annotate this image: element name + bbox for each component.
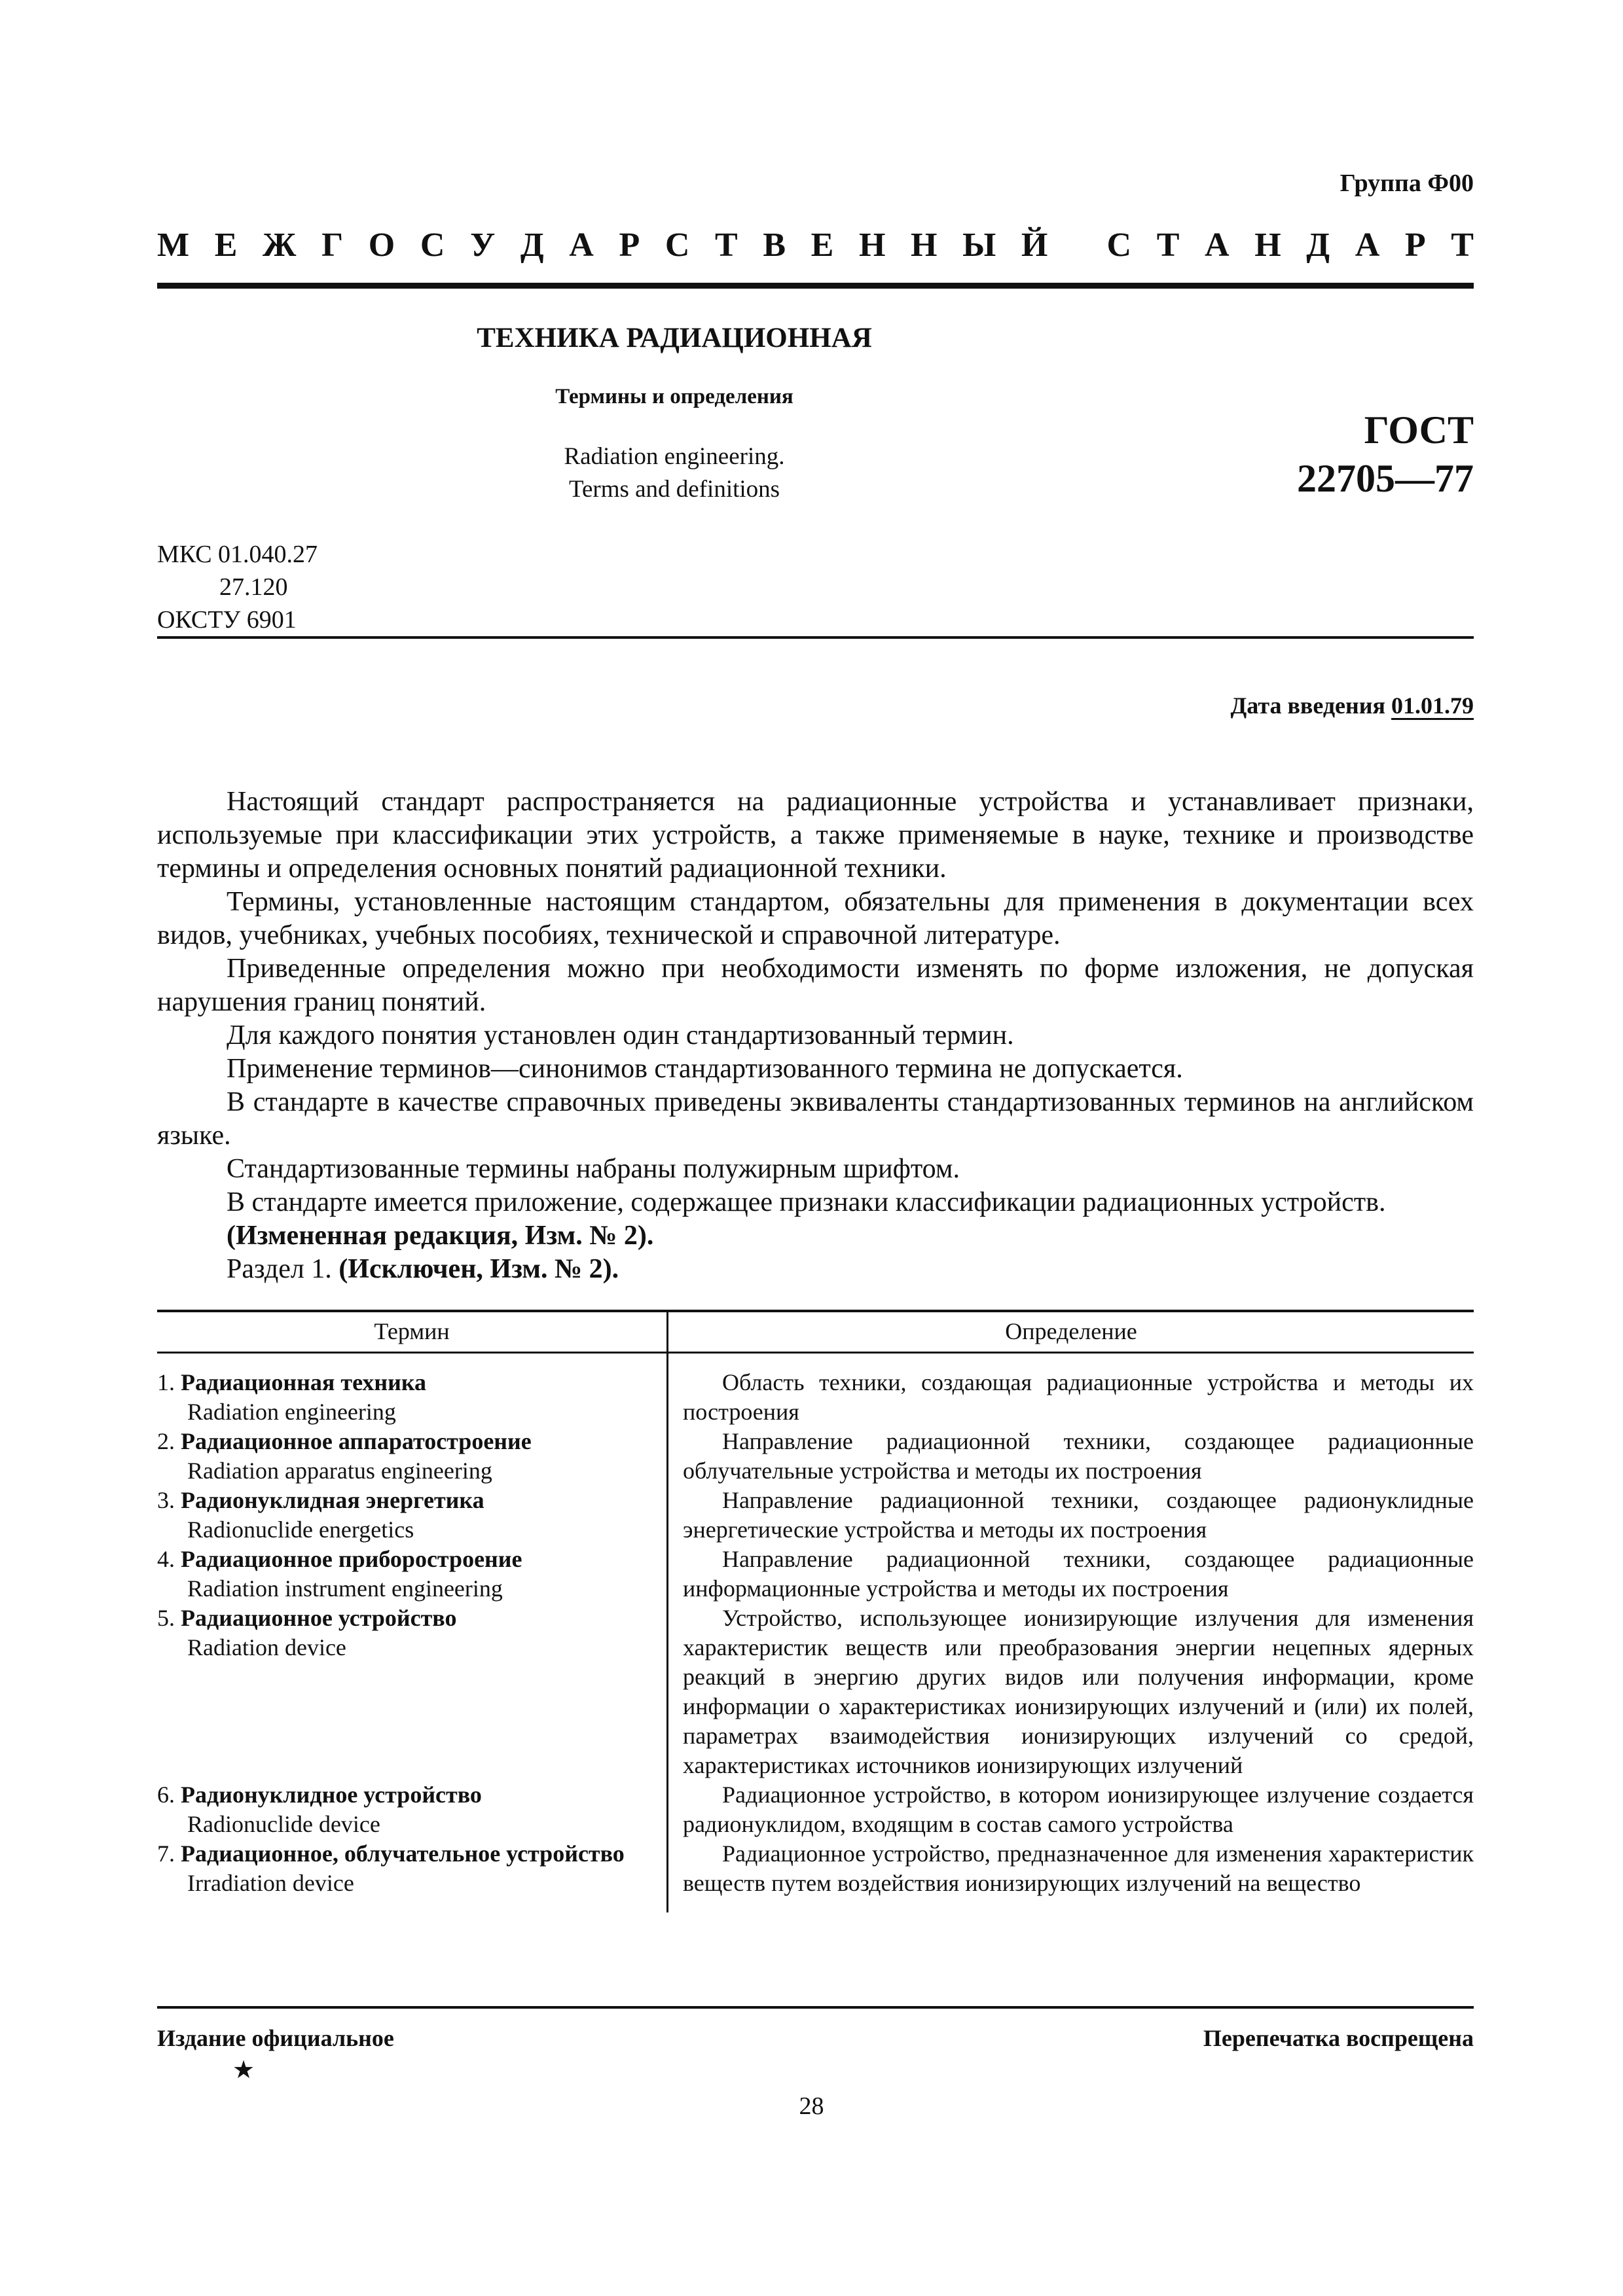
column-header-term: Термин xyxy=(157,1311,668,1353)
definition-cell xyxy=(668,1604,1474,1780)
term-ru-text: Радионуклидное устройство xyxy=(181,1782,482,1808)
paragraph: Приведенные определения можно при необходимости изменять по форме изложения, не допуская нарушения границ понятий. xyxy=(157,954,1474,1017)
terms-table xyxy=(157,1311,1474,1912)
table-row xyxy=(157,1780,1474,1839)
star-icon: ★ xyxy=(232,2056,255,2084)
term-ru xyxy=(157,1486,666,1515)
banner-letter: Н xyxy=(858,226,886,264)
term-number: 5. xyxy=(157,1605,175,1631)
definition-cell xyxy=(668,1427,1474,1486)
official-edition-label: Издание официальное xyxy=(157,2025,394,2051)
definition-text: Устройство, использующее ионизирующие излучения для изменения характеристик веществ или преобразования энергии нецепных ядерных реакций в энергию других видов или получения информации, кроме информации о характеристиках ионизирующих излучений и (или) их полей, параметрах взаимодействия ионизирующих излучений со средой, характеристиках источников ионизирующих излучений xyxy=(683,1605,1474,1778)
definition-text: Направление радиационной техники, создающее радионуклидные энергетические устройства и методы их построения xyxy=(683,1487,1474,1543)
table-row xyxy=(157,1427,1474,1486)
banner-letter: У xyxy=(470,226,496,264)
banner-letter: М xyxy=(157,226,190,264)
paragraph: Применение терминов—синонимов стандартизованного термина не допускается. xyxy=(227,1054,1183,1084)
term-number: 1. xyxy=(157,1369,175,1395)
paragraph: Для каждого понятия установлен один стандартизованный термин. xyxy=(227,1020,1014,1050)
term-ru xyxy=(157,1780,666,1810)
banner-letter: Е xyxy=(214,226,238,264)
term-ru-text: Радиационная техника xyxy=(181,1369,427,1395)
standard-banner xyxy=(157,226,1474,264)
term-ru-text: Радиационное устройство xyxy=(181,1605,457,1631)
term-ru-text: Радиационное аппаратостроение xyxy=(181,1428,532,1454)
term-cell xyxy=(157,1427,668,1486)
term-cell xyxy=(157,1353,668,1427)
definition-text: Область техники, создающая радиационные устройства и методы их построения xyxy=(683,1369,1474,1425)
oksty-code: ОКСТУ 6901 xyxy=(157,606,297,634)
banner-letter: С xyxy=(665,226,690,264)
intro-date-value: 01.01.79 xyxy=(1391,692,1474,719)
term-number: 7. xyxy=(157,1840,175,1867)
definition-cell xyxy=(668,1839,1474,1912)
document-title-en xyxy=(471,440,877,506)
term-en: Radiation apparatus engineering xyxy=(187,1458,492,1484)
banner-letter: А xyxy=(1205,226,1230,264)
term-cell xyxy=(157,1604,668,1780)
definition-text: Направление радиационной техники, создающее радиационные информационные устройства и методы их построения xyxy=(683,1546,1474,1602)
introduction-text xyxy=(157,785,1474,1286)
banner-gap xyxy=(1073,226,1082,264)
document-title: ТЕХНИКА РАДИАЦИОННАЯ xyxy=(477,323,872,353)
term-number: 3. xyxy=(157,1487,175,1513)
term-en: Radiation device xyxy=(187,1634,346,1660)
header-rule xyxy=(157,283,1474,289)
banner-letter: Н xyxy=(911,226,938,264)
term-number: 2. xyxy=(157,1428,175,1454)
definition-cell xyxy=(668,1545,1474,1604)
banner-letter: Т xyxy=(1451,226,1474,264)
term-ru xyxy=(157,1545,666,1574)
mks-code: МКС 01.040.27 xyxy=(157,541,318,568)
term-ru-text: Радиационное приборостроение xyxy=(181,1546,522,1572)
title-en-line: Radiation engineering. xyxy=(564,443,785,470)
table-row xyxy=(157,1604,1474,1780)
table-row xyxy=(157,1545,1474,1604)
definition-cell xyxy=(668,1780,1474,1839)
term-number: 6. xyxy=(157,1782,175,1808)
intro-date xyxy=(1231,692,1474,719)
banner-letter: Д xyxy=(1306,226,1330,264)
change-note: (Измененная редакция, Изм. № 2). xyxy=(227,1221,654,1251)
reprint-prohibited-label: Перепечатка воспрещена xyxy=(1203,2025,1474,2051)
intro-date-label: Дата введения xyxy=(1230,692,1385,719)
table-row xyxy=(157,1839,1474,1912)
classification-rule xyxy=(157,636,1474,639)
paragraph: Стандартизованные термины набраны полужирным шрифтом. xyxy=(227,1154,960,1184)
paragraph: В стандарте в качестве справочных приведены эквиваленты стандартизованных терминов на английском языке. xyxy=(157,1087,1474,1151)
term-en: Radionuclide device xyxy=(187,1811,380,1837)
group-label: Группа Ф00 xyxy=(1340,170,1474,197)
mks-code-2: 27.120 xyxy=(157,573,288,601)
banner-letter: Р xyxy=(1404,226,1426,264)
paragraph: В стандарте имеется приложение, содержащее признаки классификации радиационных устройств. xyxy=(227,1187,1386,1217)
term-ru xyxy=(157,1427,666,1456)
banner-letter: Н xyxy=(1254,226,1281,264)
banner-letter: С xyxy=(1106,226,1132,264)
footer-rule xyxy=(157,2006,1474,2009)
page-number: 28 xyxy=(799,2092,824,2120)
section-note-bold: (Исключен, Изм. № 2). xyxy=(338,1254,619,1284)
term-cell xyxy=(157,1486,668,1545)
term-en: Radiation engineering xyxy=(187,1399,396,1425)
banner-letter: В xyxy=(763,226,786,264)
document-subtitle: Термины и определения xyxy=(555,385,793,408)
paragraph: Настоящий стандарт распространяется на радиационные устройства и устанавливает признаки, используемые при классификации этих устройств, а также применяемые в науке, технике и производстве термины и определения основных понятий радиационной техники. xyxy=(157,787,1474,884)
section-note-prefix: Раздел 1. xyxy=(227,1254,332,1284)
banner-letter: Р xyxy=(619,226,640,264)
gost-label: ГОСТ xyxy=(1364,408,1474,452)
gost-number: 22705—77 xyxy=(1297,457,1474,500)
banner-letter: Й xyxy=(1021,226,1048,264)
banner-letter: А xyxy=(1355,226,1380,264)
table-row xyxy=(157,1486,1474,1545)
banner-letter: О xyxy=(368,226,395,264)
gost-designation xyxy=(1212,406,1474,503)
term-ru-text: Радиационное, облучательное устройство xyxy=(181,1840,625,1867)
banner-letter: А xyxy=(569,226,594,264)
term-cell xyxy=(157,1780,668,1839)
term-ru-text: Радионуклидная энергетика xyxy=(181,1487,484,1513)
banner-letter: Г xyxy=(321,226,344,264)
title-en-line: Terms and definitions xyxy=(568,476,780,503)
term-ru xyxy=(157,1368,666,1397)
paragraph: Термины, установленные настоящим стандартом, обязательны для применения в документации всех видов, учебниках, учебных пособиях, технической и справочной литературе. xyxy=(157,887,1474,950)
table-row xyxy=(157,1353,1474,1427)
definition-text: Радиационное устройство, в котором ионизирующее излучение создается радионуклидом, входящим в состав самого устройства xyxy=(683,1782,1474,1837)
term-ru xyxy=(157,1839,666,1869)
definition-text: Радиационное устройство, предназначенное для изменения характеристик веществ путем воздействия ионизирующих излучений на вещество xyxy=(683,1840,1474,1896)
section-note xyxy=(157,1253,1474,1286)
banner-letter: Е xyxy=(811,226,834,264)
classification-codes xyxy=(157,538,318,636)
term-cell xyxy=(157,1839,668,1912)
banner-letter: С xyxy=(420,226,445,264)
definition-cell xyxy=(668,1353,1474,1427)
column-header-definition: Определение xyxy=(668,1311,1474,1353)
term-en: Irradiation device xyxy=(187,1870,354,1896)
banner-letter: Т xyxy=(1156,226,1180,264)
definition-cell xyxy=(668,1486,1474,1545)
term-number: 4. xyxy=(157,1546,175,1572)
term-ru xyxy=(157,1604,666,1633)
term-en: Radionuclide energetics xyxy=(187,1516,414,1543)
banner-letter: Ы xyxy=(962,226,996,264)
banner-letter: Д xyxy=(520,226,544,264)
definition-text: Направление радиационной техники, создающее радиационные облучательные устройства и методы их построения xyxy=(683,1428,1474,1484)
banner-letter: Ж xyxy=(263,226,297,264)
term-en: Radiation instrument engineering xyxy=(187,1575,503,1602)
term-cell xyxy=(157,1545,668,1604)
banner-letter: Т xyxy=(715,226,738,264)
